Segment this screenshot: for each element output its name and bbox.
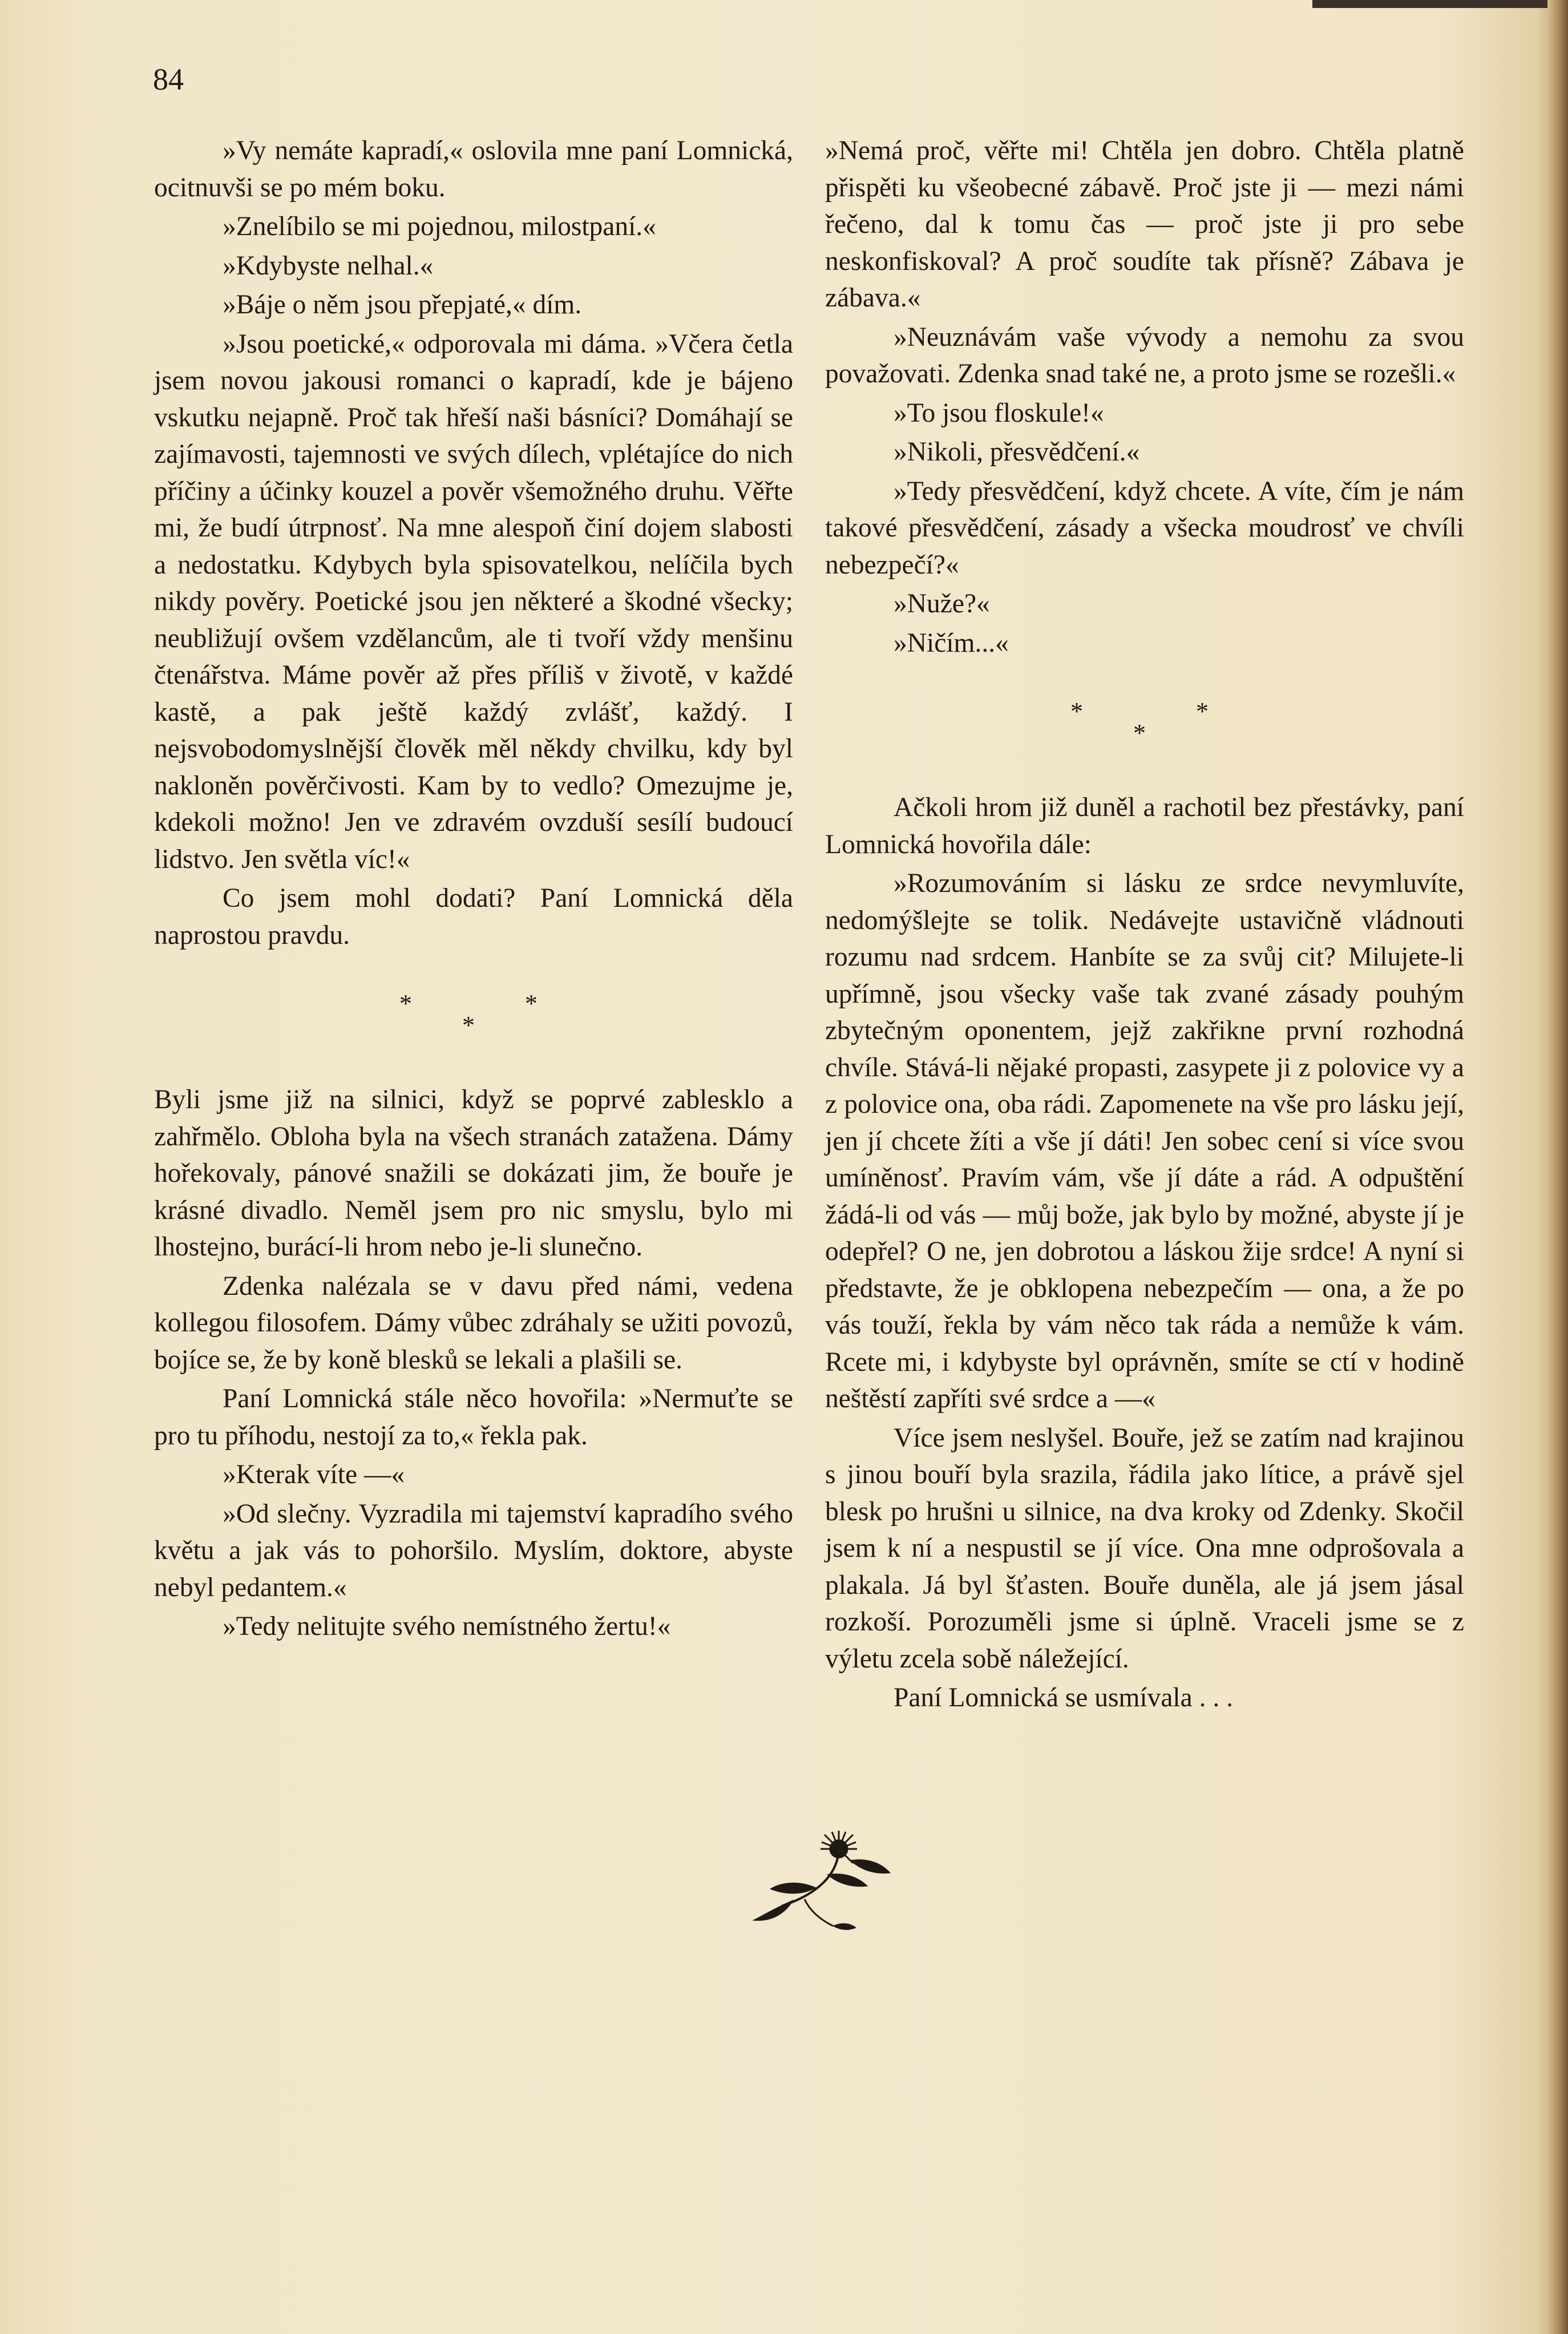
paragraph: »Vy nemáte kapradí,« oslovila mne paní Lomnická, ocitnuvši se po mém boku. bbox=[154, 136, 793, 203]
paragraph: »Kdybyste nelhal.« bbox=[223, 251, 434, 281]
paragraph: »Nikoli, přesvědčení.« bbox=[894, 437, 1140, 467]
right-column-part-1 bbox=[825, 132, 1464, 661]
paragraph: »Jsou poetické,« odporovala mi dáma. »Včera četla jsem novou jakousi romanci o kapradí, kde je bájeno vskutku nejapně. Proč tak hřeší naši básníci? Domáhají se zajímavosti, tajemnosti ve svých dílech, vplétajíce do nich příčiny a účinky kouzel a pověr všemožného druhu. Věřte mi, že budí útrpnosť. Na mne alespoň činí dojem slabosti a nedostatku. Kdybych byla spisovatelkou, nelíčila bych nikdy pověry. Poetické jsou jen některé a škodné všecky; neubližují ovšem vzdělancům, ale ti tvoří vždy menšinu čtenářstva. Máme pověr až přes příliš v životě, v každé kastě, a pak ještě každý zvlášť, každý. I nejsvobodomyslnější člověk měl někdy chvilku, kdy byl nakloněn pověrčivosti. Kam by to vedlo? Omezujme je, kdekoli možno! Jen ve zdravém ovzduší sesílí budoucí lidstvo. Jen světla víc!« bbox=[154, 329, 793, 874]
paragraph: Paní Lomnická se usmívala . . . bbox=[894, 1683, 1233, 1713]
paragraph: »Nemá proč, věřte mi! Chtěla jen dobro. Chtěla platně přispěti ku všeobecné zábavě. Proč jste ji — mezi námi řečeno, dal k tomu čas — proč jste ji pro sebe neskonfiskoval? A proč soudíte tak přísně? Zábava je zábava.« bbox=[825, 136, 1464, 313]
floral-ornament-icon bbox=[736, 1820, 919, 1935]
paragraph: »Tedy nelitujte svého nemístného žertu!« bbox=[223, 1612, 671, 1641]
paragraph: »Od slečny. Vyzradila mi tajemství kapradího svého květu a jak vás to pohoršilo. Myslím, doktore, abyste nebyl pedantem.« bbox=[154, 1499, 793, 1602]
paragraph: Byli jsme již na silnici, když se poprvé zablesklo a zahřmělo. Obloha byla na všech stranách zatažena. Dámy hořekovaly, pánové snažili se dokázati jim, že bouře je krásné divadlo. Neměl jsem pro nic smyslu, bylo mi lhostejno, burácí-li hrom nebo je-li slunečno. bbox=[154, 1085, 793, 1262]
paragraph: »Znelíbilo se mi pojednou, milostpaní.« bbox=[223, 212, 656, 241]
asterisk: * bbox=[1133, 719, 1146, 747]
right-column-part-2 bbox=[825, 789, 1464, 1717]
asterisk: * bbox=[1196, 697, 1209, 725]
paragraph: Co jsem mohl dodati? Paní Lomnická děla naprostou pravdu. bbox=[154, 883, 793, 950]
right-column bbox=[825, 132, 1464, 1719]
section-break-right bbox=[825, 692, 1464, 755]
paragraph: Ačkoli hrom již duněl a rachotil bez přestávky, paní Lomnická hovořila dále: bbox=[825, 793, 1464, 859]
paragraph: »Báje o něm jsou přepjaté,« dím. bbox=[223, 290, 582, 320]
paragraph: »Nuže?« bbox=[894, 589, 990, 619]
asterisk: * bbox=[525, 990, 538, 1017]
section-break-left bbox=[154, 984, 793, 1047]
page-edge-right bbox=[1547, 0, 1568, 2334]
paragraph: Více jsem neslyšel. Bouře, jež se zatím nad krajinou s jinou bouří byla srazila, řádila jako lítice, a právě sjel blesk po hrušni u silnice, na dva kroky od Zdenky. Skočil jsem k ní a nespustil se jí více. Ona mne odprošovala a plakala. Já byl šťasten. Bouře duněla, ale já jsem jásal rozkoší. Porozuměli jsme si úplně. Vraceli jsme se z výletu zcela sobě náležející. bbox=[825, 1423, 1464, 1674]
paragraph: »Ničím...« bbox=[894, 628, 1009, 658]
asterisk: * bbox=[462, 1011, 475, 1039]
paragraph: Paní Lomnická stále něco hovořila: »Nermuťte se pro tu příhodu, nestojí za to,« řekla pak. bbox=[154, 1384, 793, 1451]
scan-edge-top bbox=[1312, 0, 1568, 8]
left-column-part-1 bbox=[154, 132, 793, 954]
paragraph: Zdenka nalézala se v davu před námi, vedena kollegou filosofem. Dámy vůbec zdráhaly se užiti povozů, bojíce se, že by koně blesků se lekali a plašili se. bbox=[154, 1271, 793, 1375]
paragraph: »Kterak víte —« bbox=[223, 1460, 405, 1489]
asterisk: * bbox=[399, 990, 412, 1017]
paragraph: »Rozumováním si lásku ze srdce nevymluvíte, nedomýšlejte se tolik. Nedávejte ustavičně vládnouti rozumu nad srdcem. Hanbíte se za svůj cit? Milujete-li upřímně, jsou všecky vaše tak zvané zásady pouhým zbytečným oponentem, jejž zakřikne první rozhodná chvíle. Stává-li nějaké propasti, zasypete ji z polovice vy a z polovice ona, oba rádi. Zapomenete na vše pro lásku její, jen jí chcete žíti a vše jí dáti! Jen sobec cení si více svou umíněnosť. Pravím vám, vše jí dáte a rád. A odpuštění žádá-li od vás — můj bože, jak bylo by možné, abyste jí je odepřel? O ne, jen dobrotou a láskou žije srdce! A nyní si představte, že je obklopena nebezpečím — ona, a že po vás touží, řekla by vám něco tak ráda a nemůže k vám. Rcete mi, i kdybyste byl oprávněn, smíte se ctí v hodině neštěstí zapříti své srdce a —« bbox=[825, 869, 1464, 1414]
asterisk: * bbox=[1070, 697, 1083, 725]
paragraph: »Tedy přesvědčení, když chcete. A víte, čím je nám takové přesvědčení, zásady a všecka moudrosť ve chvíli nebezpečí?« bbox=[825, 476, 1464, 580]
page-number: 84 bbox=[153, 62, 184, 96]
left-column bbox=[154, 132, 793, 1647]
left-column-part-2 bbox=[154, 1081, 793, 1645]
paragraph: »Neuznávám vaše vývody a nemohu za svou považovati. Zdenka snad také ne, a proto jsme se rozešli.« bbox=[825, 322, 1464, 389]
paragraph: »To jsou floskule!« bbox=[894, 398, 1104, 428]
